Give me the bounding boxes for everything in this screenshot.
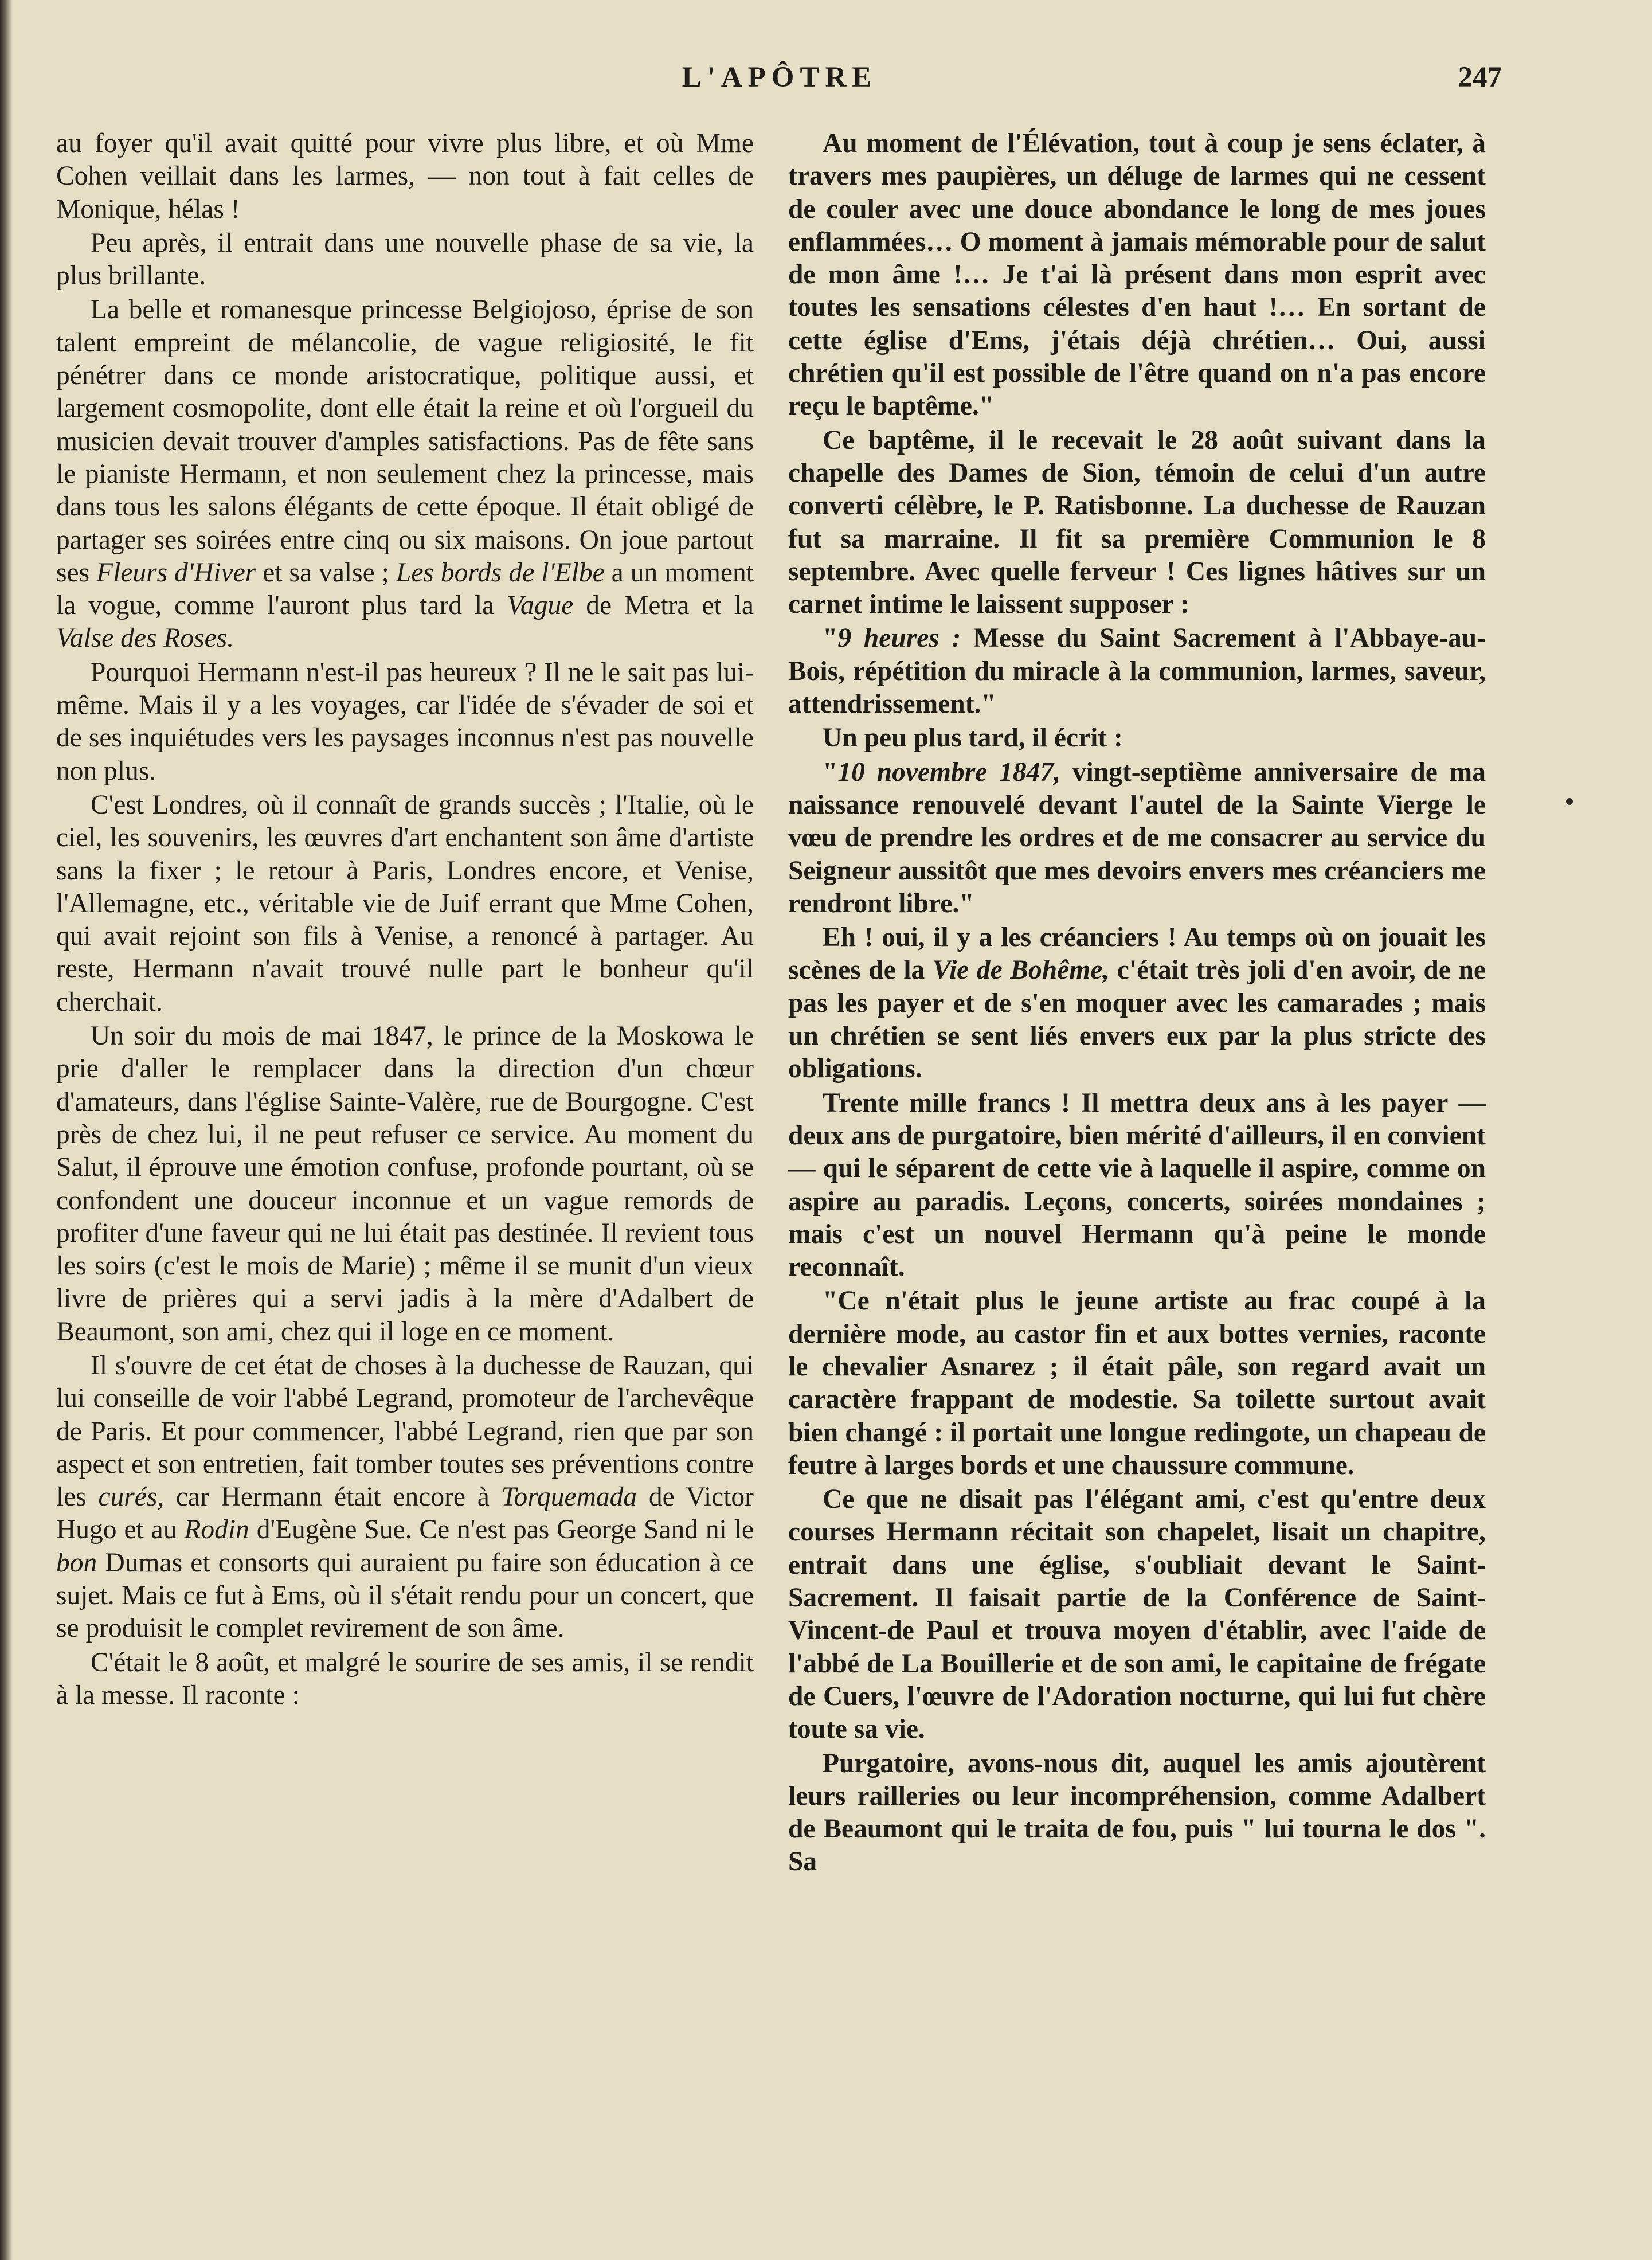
italic-text: Fleurs d'Hiver [96,557,256,588]
text-run: au foyer qu'il avait quitté pour vivre plus libre, et où Mme Cohen veillait dans les larmes, — non tout à fait celles de Monique, hélas ! [56,128,754,224]
text-run: Dumas et consorts qui auraient pu faire son éducation à ce sujet. Mais ce fut à Ems, où il s'était rendu pour un concert, que se produisit le complet revirement de son âme. [56,1547,754,1644]
italic-text: Valse des Roses. [56,623,234,654]
paragraph [788,722,1486,754]
text-run: " [823,757,838,787]
text-run: Messe du Saint Sacrement à l'Abbaye-au-Bois, répétition du miracle à la communion, larmes, saveur, attendrissement." [788,623,1486,720]
italic-text: Torquemada [501,1482,637,1512]
page-number: 247 [1458,61,1502,93]
text-run: La belle et romanesque princesse Belgiojoso, éprise de son talent empreint de mélancolie, de vague religiosité, le fit pénétrer dans ce monde aristocratique, politique aussi, et largement cosmopolite, dont elle était la reine et où l'orgueil du musicien devait trouver d'amples satisfactions. Pas de fête sans le pianiste Hermann, et non seulement chez la princesse, mais dans tous les salons élégants de cette époque. Il était obligé de partager ses soirées entre cinq ou six maisons. On joue partout ses [56,295,754,588]
text-run: de Victor Hugo et au [56,1482,754,1545]
text-run: "Ce n'était plus le jeune artiste au frac coupé à la dernière mode, au castor fin et aux bottes vernies, raconte le chevalier Asnarez ; il était pâle, son regard avait un caractère frappant de modestie. Sa toilette surtout avait bien changé : il portait une longue redingote, un chapeau de feutre à larges bords et une chaussure commune. [788,1286,1486,1480]
text-run: a un moment la vogue, comme l'auront plus tard la [56,557,754,621]
text-run: Pourquoi Hermann n'est-il pas heureux ? Il ne le sait pas lui-même. Mais il y a les voyages, car l'idée de s'évader de soi et de ses inquiétudes vers les paysages inconnus n'est pas nouvelle non plus. [56,657,754,786]
page-header [57,57,1502,103]
text-run: car Hermann était encore à [164,1482,502,1512]
ink-speck [1566,798,1573,805]
text-run: d'Eugène Sue. Ce n'est pas George Sand ni le [249,1515,754,1545]
left-column [56,127,754,1713]
right-column [788,127,1486,1880]
italic-text: bon [56,1547,97,1578]
italic-text: Vie de Bohême, [932,955,1110,986]
text-run: c'était très joli d'en avoir, de ne pas les payer et de s'en moquer avec les camarades ; mais un chrétien se sent liés envers eux par la plus stricte des obligations. [788,955,1486,1084]
text-run: Ce que ne disait pas l'élégant ami, c'est qu'entre deux courses Hermann récitait son chapelet, lisait un chapitre, entrait dans une église, s'oubliait devant le Saint-Sacrement. Il faisait partie de la Conférence de Saint-Vincent-de Paul et trouva moyen d'établir, avec l'aide de l'abbé de La Bouillerie et de son ami, le capitaine de frégate de Cuers, l'œuvre de l'Adoration nocturne, qui lui fut chère toute sa vie. [788,1484,1486,1745]
paragraph [56,127,754,226]
italic-text: 9 heures : [837,623,961,654]
paragraph [788,622,1486,721]
paragraph [56,1350,754,1645]
paragraph [788,921,1486,1085]
paragraph [788,1747,1486,1879]
text-run: Trente mille francs ! Il mettra deux ans à les payer — deux ans de purgatoire, bien mérité d'ailleurs, il en convient — qui le séparent de cette vie à laquelle il aspire, comme on aspire au paradis. Leçons, concerts, soirées mondaines ; mais c'est un nouvel Hermann qu'à peine le monde reconnaît. [788,1088,1486,1283]
text-run: Il s'ouvre de cet état de choses à la duchesse de Rauzan, qui lui conseille de voir l'abbé Legrand, promoteur de l'archevêque de Paris. Et pour commencer, l'abbé Legrand, rien que par son aspect et son entretien, fait tomber toutes ses préventions contre les [56,1350,754,1512]
text-run: vingt-septième anniversaire de ma naissance renouvelé devant l'autel de la Sainte Vierge le vœu de prendre les ordres et de me consacrer au service du Seigneur aussitôt que mes devoirs envers mes créanciers me rendront libre." [788,757,1486,918]
text-run: C'est Londres, où il connaît de grands succès ; l'Italie, où le ciel, les souvenirs, les œuvres d'art enchantent son âme d'artiste sans la fixer ; le retour à Paris, Londres encore, et Venise, l'Allemagne, etc., véritable vie de Juif errant que Mme Cohen, qui avait rejoint son fils à Venise, a renoncé à partager. Au reste, Hermann n'avait trouvé nulle part le bonheur qu'il cherchait. [56,789,754,1017]
italic-text: curés, [98,1482,165,1512]
paragraph [788,127,1486,423]
paragraph [788,424,1486,621]
text-run: Ce baptême, il le recevait le 28 août suivant dans la chapelle des Dames de Sion, témoin de celui d'un autre converti célèbre, le P. Ratisbonne. La duchesse de Rauzan fut sa marraine. Il fit sa première Communion le 8 septembre. Avec quelle ferveur ! Ces lignes hâtives sur un carnet intime le laissent supposer : [788,425,1486,620]
paragraph [788,1087,1486,1284]
paragraph [788,756,1486,920]
paragraph [56,227,754,293]
paragraph [56,1647,754,1712]
running-title: L'APÔTRE [682,61,878,93]
paragraph [56,1020,754,1348]
text-run: Un soir du mois de mai 1847, le prince de la Moskowa le prie d'aller le remplacer dans la direction d'un chœur d'amateurs, dans l'église Sainte-Valère, rue de Bourgogne. C'est près de chez lui, il ne peut refuser ce service. Au moment du Salut, il éprouve une émotion confuse, profonde pourtant, où se confondent une douceur inconnue et un vague remords de profiter d'une faveur qui ne lui était pas destinée. Il revient tous les soirs (c'est le mois de Marie) ; même il se munit d'un vieux livre de prières qui a servi jadis à la mère d'Adalbert de Beaumont, son ami, chez qui il loge en ce moment. [56,1021,754,1347]
paragraph [788,1483,1486,1746]
italic-text: 10 novembre 1847, [837,757,1060,787]
text-run: Eh ! oui, il y a les créanciers ! Au temps où on jouait les scènes de la [788,922,1486,986]
text-run: " [823,623,838,654]
paragraph [56,789,754,1019]
page-edge-shadow [0,0,13,2260]
text-run: C'était le 8 août, et malgré le sourire de ses amis, il se rendit à la messe. Il raconte : [56,1647,754,1710]
text-run: et sa valse ; [256,557,396,588]
text-run: Au moment de l'Élévation, tout à coup je sens éclater, à travers mes paupières, un déluge de larmes qui ne cessent de couler avec une douce abondance le long de mes joues enflammées… O moment à jamais mémorable pour de salut de mon âme !… Je t'ai là présent dans mon esprit avec toutes les sensations célestes d'en haut !… En sortant de cette église d'Ems, j'étais déjà chrétien… Oui, aussi chrétien qu'il est possible de l'être quand on n'a pas encore reçu le baptême." [788,128,1486,421]
text-run: Un peu plus tard, il écrit : [823,723,1123,753]
italic-text: Rodin [184,1515,249,1545]
text-run: Peu après, il entrait dans une nouvelle phase de sa vie, la plus brillante. [56,228,754,291]
italic-text: Les bords de l'Elbe [396,557,605,588]
text-run: Purgatoire, avons-nous dit, auquel les amis ajoutèrent leurs railleries ou leur incompréhension, comme Adalbert de Beaumont qui le traita de fou, puis " lui tourna le dos ". Sa [788,1748,1486,1877]
paragraph [788,1285,1486,1482]
paragraph [56,294,754,655]
italic-text: Vague [507,591,574,621]
text-run: de Metra et la [573,591,754,621]
paragraph [56,656,754,788]
